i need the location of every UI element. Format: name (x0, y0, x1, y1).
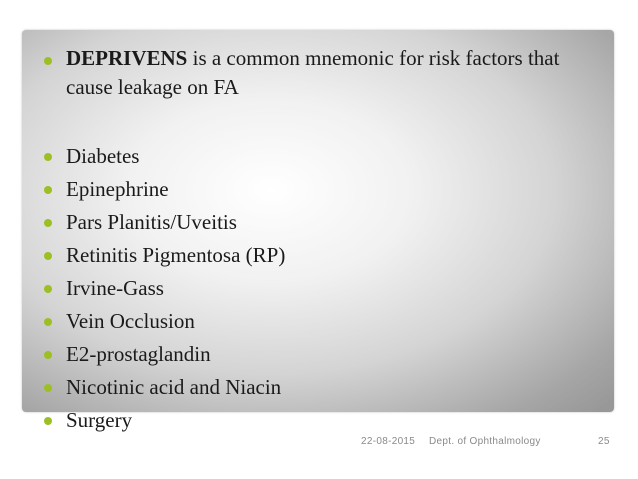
bullet-icon (44, 351, 52, 359)
list-item-label: Surgery (66, 408, 133, 432)
list-item-label: Retinitis Pigmentosa (RP) (66, 243, 286, 267)
bullet-icon (44, 219, 52, 227)
bullet-icon (44, 57, 52, 65)
list-item (44, 371, 285, 404)
list-item (44, 140, 285, 173)
bullet-icon (44, 285, 52, 293)
list-item (44, 338, 285, 371)
intro-rest: is a common mnemonic for risk factors that cause leakage on FA (66, 46, 560, 99)
list-item (44, 173, 285, 206)
list-item (44, 305, 285, 338)
mnemonic-title: DEPRIVENS (66, 46, 188, 70)
bullet-icon (44, 384, 52, 392)
bullet-icon (44, 318, 52, 326)
list-item-label: Pars Planitis/Uveitis (66, 210, 237, 234)
list-item (44, 404, 285, 437)
bullet-icon (44, 252, 52, 260)
list-item (44, 206, 285, 239)
slide-number: 25 (598, 436, 610, 447)
risk-factor-list (44, 140, 285, 437)
list-item (44, 239, 285, 272)
list-item-label: Vein Occlusion (66, 309, 195, 333)
bullet-icon (44, 153, 52, 161)
intro-text (50, 44, 570, 102)
list-item (44, 272, 285, 305)
list-item-label: E2-prostaglandin (66, 342, 211, 366)
list-item-label: Nicotinic acid and Niacin (66, 375, 282, 399)
list-item-label: Diabetes (66, 144, 140, 168)
list-item-label: Epinephrine (66, 177, 169, 201)
list-item-label: Irvine-Gass (66, 276, 164, 300)
footer-department: Dept. of Ophthalmology (429, 436, 541, 447)
bullet-icon (44, 186, 52, 194)
intro-paragraph (50, 44, 570, 102)
bullet-icon (44, 417, 52, 425)
footer-date: 22-08-2015 (361, 436, 416, 447)
